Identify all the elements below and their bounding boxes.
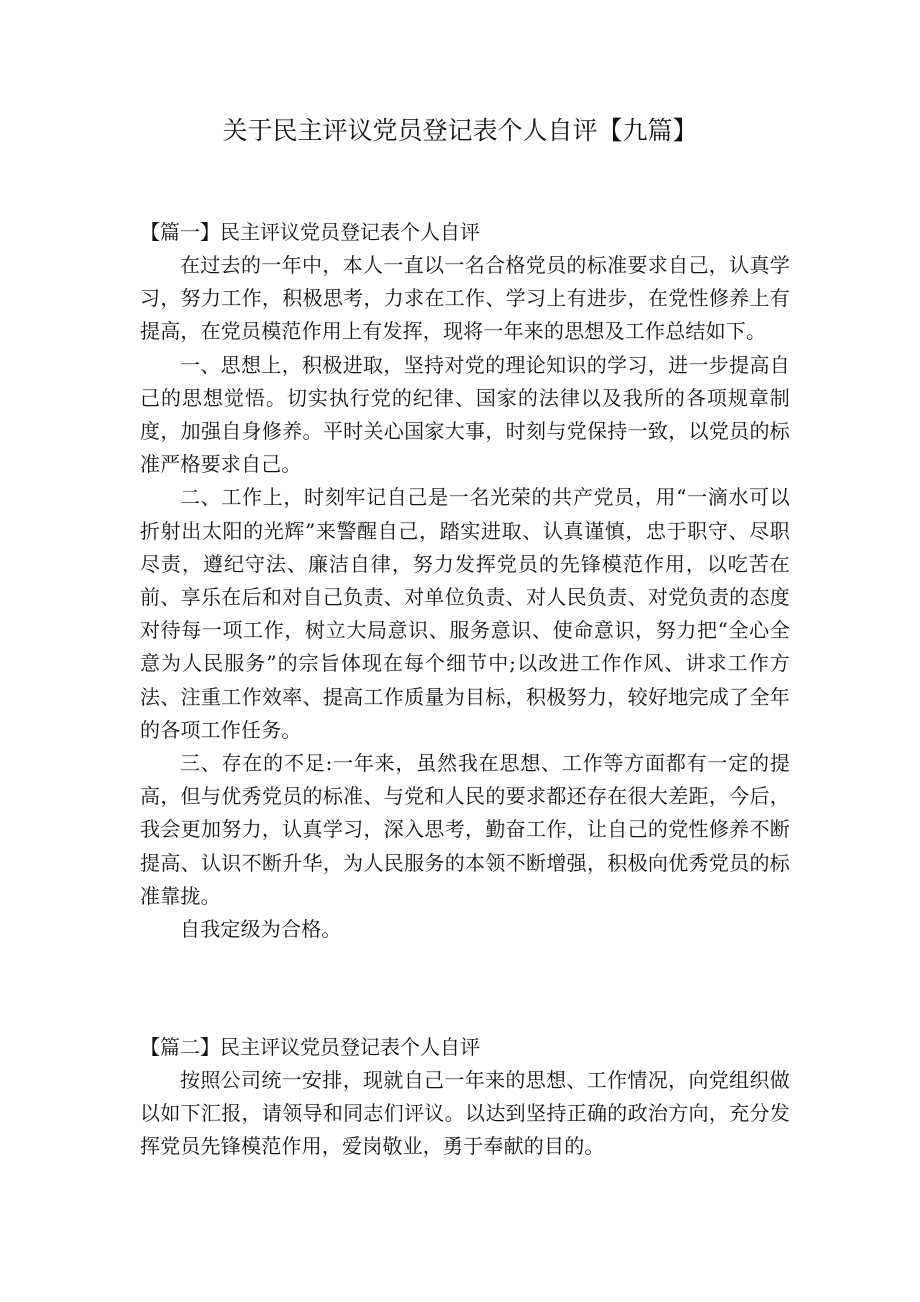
section-heading: 【篇一】民主评议党员登记表个人自评 xyxy=(140,220,480,244)
paragraph: 按照公司统一安排，现就自己一年来的思想、工作情况，向党组织做以如下汇报，请领导和同志们评议。以达到坚持正确的政治方向，充分发挥党员先锋模范作用，爱岗敬业，勇于奉献的目的。 xyxy=(140,1068,790,1159)
section-2 xyxy=(140,1031,790,1164)
paragraph: 在过去的一年中，本人一直以一名合格党员的标准要求自己，认真学习，努力工作，积极思考，力求在工作、学习上有进步，在党性修养上有提高，在党员模范作用上有发挥，现将一年来的思想及工作总结如下。 xyxy=(140,253,790,344)
section-heading: 【篇二】民主评议党员登记表个人自评 xyxy=(140,1035,480,1059)
section-1 xyxy=(140,216,790,946)
paragraph: 三、存在的不足:一年来，虽然我在思想、工作等方面都有一定的提高，但与优秀党员的标准、与党和人民的要求都还存在很大差距，今后，我会更加努力，认真学习，深入思考，勤奋工作，让自己的党性修养不断提高、认识不断升华，为人民服务的本领不断增强，积极向优秀党员的标准靠拢。 xyxy=(140,751,790,908)
paragraph: 二、工作上，时刻牢记自己是一名光荣的共产党员，用“一滴水可以折射出太阳的光辉”来警醒自己，踏实进取、认真谨慎，忠于职守、尽职尽责，遵纪守法、廉洁自律，努力发挥党员的先锋模范作用，以吃苦在前、享乐在后和对自己负责、对单位负责、对人民负责、对党负责的态度对待每一项工作，树立大局意识、服务意识、使命意识，努力把“全心全意为人民服务”的宗旨体现在每个细节中;以改进工作作风、讲求工作方法、注重工作效率、提高工作质量为目标，积极努力，较好地完成了全年的各项工作任务。 xyxy=(140,485,790,742)
paragraph: 一、思想上，积极进取，坚持对党的理论知识的学习，进一步提高自己的思想觉悟。切实执行党的纪律、国家的法律以及我所的各项规章制度，加强自身修养。平时关心国家大事，时刻与党保持一致，以党员的标准严格要求自己。 xyxy=(140,352,790,477)
paragraph: 自我定级为合格。 xyxy=(180,917,342,942)
document-title: 关于民主评议党员登记表个人自评【九篇】 xyxy=(222,116,698,145)
